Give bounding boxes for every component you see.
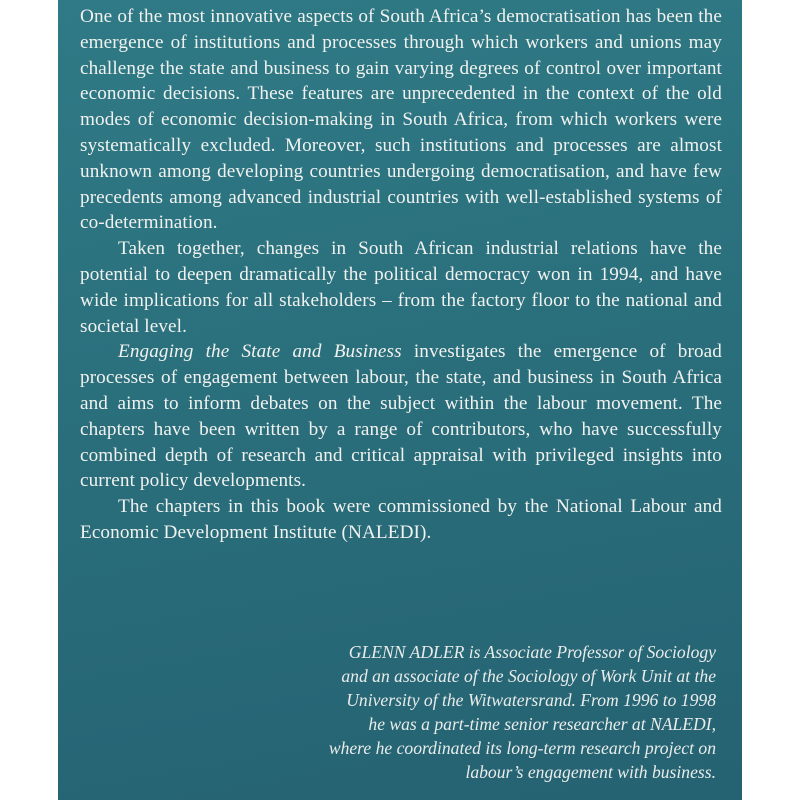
author-bio-line: and an associate of the Sociology of Work Unit at the [341, 666, 716, 686]
author-bio-line: University of the Witwatersrand. From 1996 to 1998 [346, 690, 716, 710]
author-bio-line: GLENN ADLER is Associate Professor of Sociology [348, 642, 716, 662]
author-bio-line: where he coordinated its long-term research project on [328, 738, 716, 758]
author-bio-line: labour’s engagement with business. [465, 762, 716, 782]
blurb-paragraph-3 [80, 339, 722, 494]
author-bio-line: he was a part-time senior researcher at NALEDI, [368, 714, 716, 734]
blurb-paragraph-2: Taken together, changes in South African industrial relations have the potential to deepen dramatically the political democracy won in 1994, and have wide implications for all stakeholders – from the factory floor to the national and societal level. [80, 238, 722, 337]
blurb-text [80, 4, 722, 546]
blurb-paragraph-1: One of the most innovative aspects of South Africa’s democratisation has been the emergence of institutions and processes through which workers and unions may challenge the state and business to gain varying degrees of control over important economic decisions. These features are unprecedented in the context of the old modes of economic decision-making in South Africa, from which workers were systematically excluded. Moreover, such institutions and processes are almost unknown among developing countries undergoing democratisation, and have few precedents among advanced industrial countries with well-established systems of co-determination. [80, 6, 722, 234]
author-bio [286, 640, 716, 784]
blurb-paragraph-3-text: investigates the emergence of broad processes of engagement between labour, the state, and business in South Africa and aims to inform debates on the subject within the labour movement. The chapters have been written by a range of contributors, who have successfully combined depth of research and critical appraisal with privileged insights into current policy developments. [80, 341, 722, 492]
page-margin-right [742, 0, 800, 800]
book-title: Engaging the State and Business [118, 341, 402, 363]
page-margin-left [0, 0, 58, 800]
blurb-paragraph-4: The chapters in this book were commissioned by the National Labour and Economic Development Institute (NALEDI). [80, 496, 722, 543]
book-back-cover [58, 0, 742, 800]
